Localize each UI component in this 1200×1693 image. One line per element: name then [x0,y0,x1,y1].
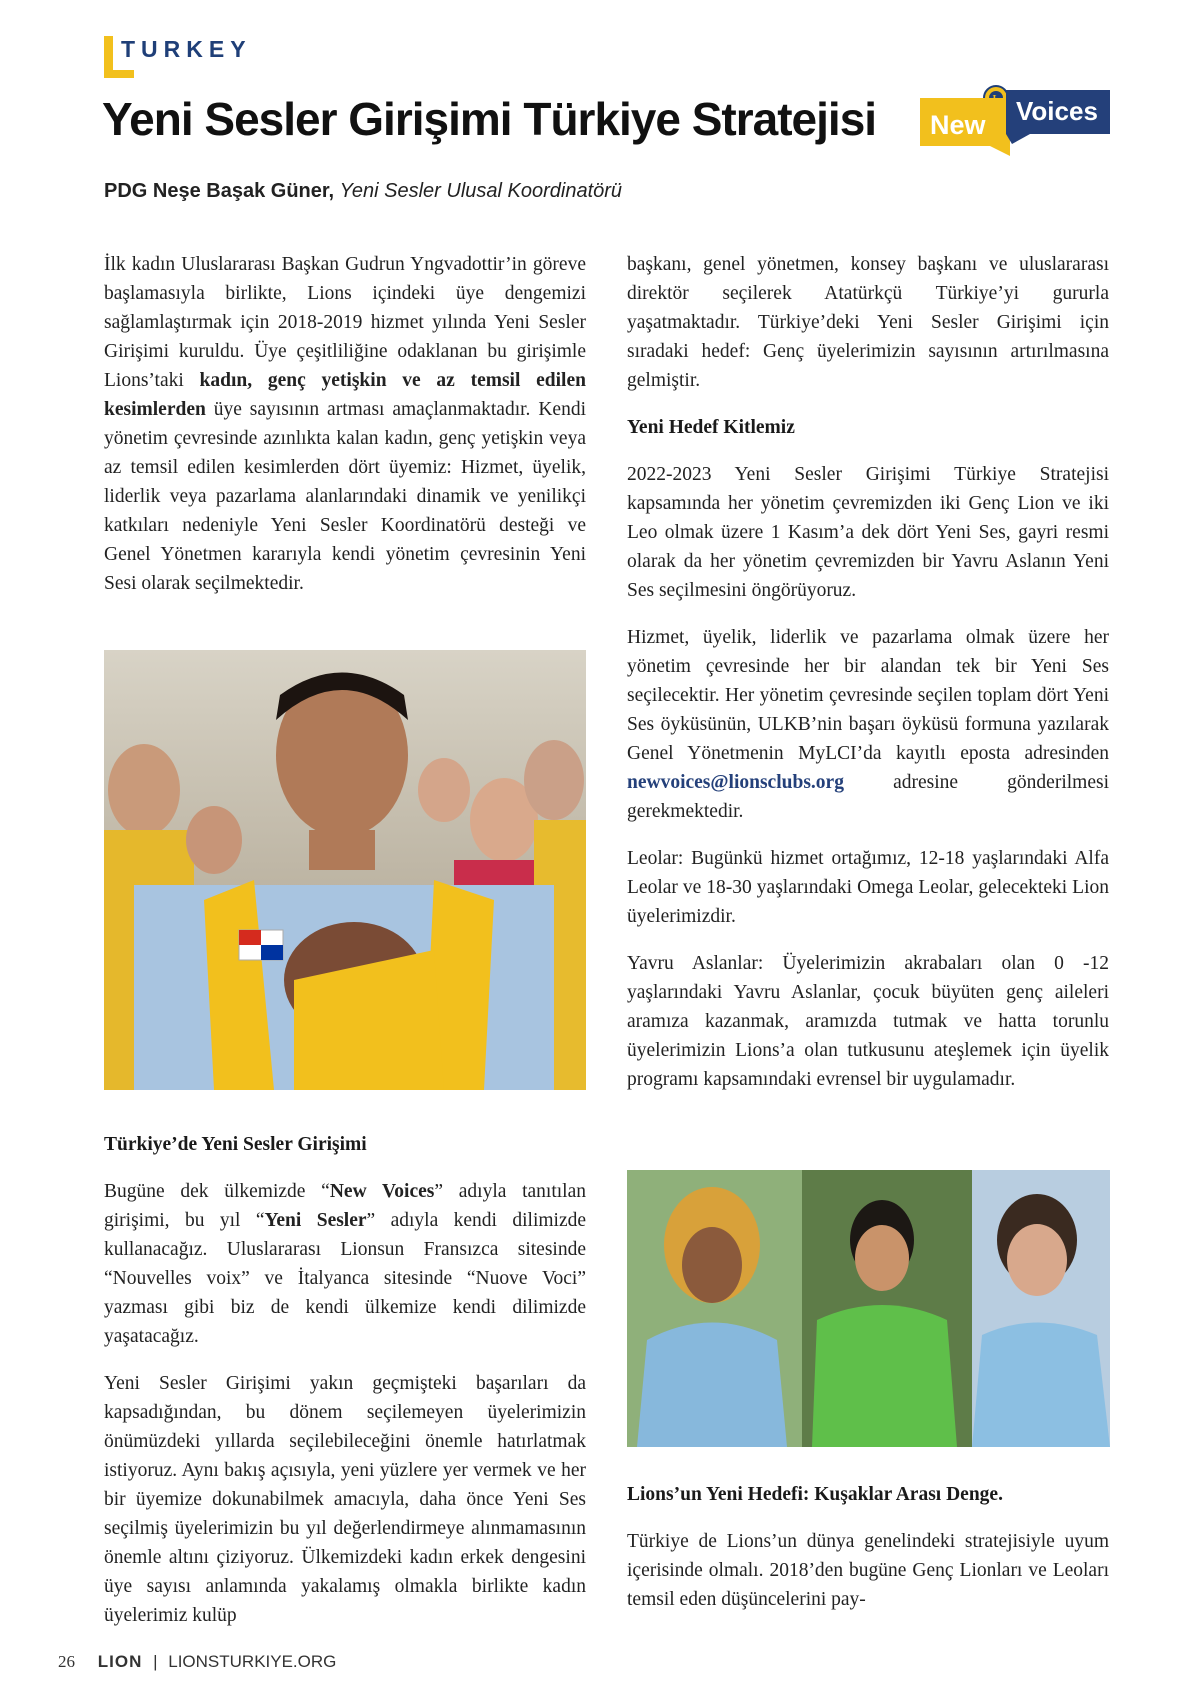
right-column-bottom [627,1480,1109,1632]
section-tag [104,36,274,78]
footer-site[interactable]: LIONSTURKIYE.ORG [168,1652,337,1671]
section-label: TURKEY [121,36,252,62]
paragraph-naming: Bugüne dek ülkemizde “New Voices” adıyla tanıtılan girişimi, bu yıl “Yeni Sesler” adıyla kendi dilimizde kullanacağız. Uluslararası Lionsun Fransızca sitesinde “Nouvelles voix” ve İtalyanca sitesinde “Nuove Voci” yazması gibi biz de kendi ülkemize kendi dilimizde yaşatacağız. [104,1181,587,1347]
byline [104,180,622,203]
paragraph-leos: Leolar: Bugünkü hizmet ortağımız, 12-18 yaşlarındaki Alfa Leolar ve 18-30 yaşlarındaki Omega Leolar, gelecekteki Lion üyelerimizdir. [627,848,1109,927]
heading-generations-balance: Lions’un Yeni Hedefi: Kuşaklar Arası Denge. [627,1484,1003,1505]
footer-separator: | [153,1652,158,1671]
left-column-bottom [104,1130,586,1648]
paragraph-strategy: 2022-2023 Yeni Sesler Girişimi Türkiye Stratejisi kapsamında her yönetim çevremizden iki Genç Lion ve iki Leo olmak üzere 1 Kasım’a dek dört Yeni Ses, gayri resmi olarak da her yönetim çevremizden bir Yavru Aslanın Yeni Ses seçilmesini öngörüyoruz. [627,464,1109,601]
paragraph-past-success: Yeni Sesler Girişimi yakın geçmişteki başarıları da kapsadığından, bu dönem seçilemeyen üyelerimizin önümüzdeki yıllarda seçilebileceğini önemle hatırlatmak istiyoruz. Aynı bakış açısıyla, yeni yüzlere yer vermek ve her bir üyemize dokunabilmek amacıyla, daha önce Yeni Ses seçilmiş üyelerimizin bu yıl değerlendirmeye alınmamasının önemle altını çiziyoruz. Ülkemizdeki kadın erkek dengesini üye sayısı anlamında yakalamış olmakla birlikte kadın üyelerimiz kulüp [104,1373,586,1626]
left-column-top [104,250,586,616]
email-link[interactable]: newvoices@lionsclubs.org [627,772,844,793]
heading-turkiye-new-voices: Türkiye’de Yeni Sesler Girişimi [104,1134,367,1155]
page-number: 26 [58,1652,75,1671]
author-name: PDG Neşe Başak Güner, [104,180,335,202]
heading-new-target: Yeni Hedef Kitlemiz [627,417,795,438]
section-tag-underline [104,70,134,78]
photo-young-members [627,1170,1110,1447]
logo-word-new: New [930,110,986,140]
paragraph-generations: Türkiye de Lions’un dünya genelindeki stratejisiyle uyum içerisinde olmalı. 2018’den bugüne Genç Lionları ve Leoları temsil eden düşüncelerini pay- [627,1531,1109,1610]
intro-paragraph: İlk kadın Uluslararası Başkan Gudrun Yngvadottir’in göreve başlamasıyla birlikte, Lions içindeki üye dengemizi sağlamlaştırmak için 2018-2019 hizmet yılında Yeni Sesler Girişimi kuruldu. Üye çeşitliliğine odaklanan bu girişimle Lions’taki kadın, genç yetişkin ve az temsil edilen kesimlerden üye sayısının artması amaçlanmaktadır. Kendi yönetim çevresinde azınlıkta kalan kadın, genç yetişkin veya az temsil edilen kesimlerden dört üyemiz: Hizmet, üyelik, liderlik veya pazarlama alanlarındaki dinamik ve yenilikçi katkıları nedeniyle Yeni Sesler Koordinatörü desteği ve Genel Yönetmen kararıyla kendi yönetim çevresinin Yeni Sesi olarak seçilmektedir. [104,254,586,594]
logo-word-voices: Voices [1016,96,1098,126]
photo-man-with-baby [104,650,586,1090]
paragraph-areas: Hizmet, üyelik, liderlik ve pazarlama olmak üzere her yönetim çevresinde her bir alandan tek bir Yeni Ses seçilecektir. Her yönetim çevresinde seçilen toplam dört Yeni Ses öyküsünün, ULKB’nin başarı öyküsü formuna yazılarak Genel Yönetmenin MyLCI’da kayıtlı eposta adresinden newvoices@lionsclubs.org adresine gönderilmesi gerekmektedir. [627,627,1109,822]
right-column-top [627,250,1109,1112]
paragraph-continued: başkanı, genel yönetmen, konsey başkanı ve uluslararası direktör seçilerek Atatürkçü Türkiye’yi gururla yaşatmaktadır. Türkiye’deki Yeni Sesler Girişimi için sıradaki hedef: Genç üyelerimizin sayısının artırılmasına gelmiştir. [627,254,1109,391]
article-title: Yeni Sesler Girişimi Türkiye Stratejisi [102,93,877,145]
new-voices-logo [920,84,1110,160]
paragraph-cubs: Yavru Aslanlar: Üyelerimizin akrabaları olan 0 -12 yaşlarındaki Yavru Aslanlar, çocuk büyüten genç aileleri aramıza kazanmak, aramızda tutmak ve hatta torunlu üyelerimizin Lions’a olan tutkusunu ateşlemek için üyelik programı kapsamındaki evrensel bir uygulamadır. [627,953,1109,1090]
footer-brand: LION [97,1652,143,1671]
author-role: Yeni Sesler Ulusal Koordinatörü [339,180,623,202]
page-footer [58,1652,336,1672]
